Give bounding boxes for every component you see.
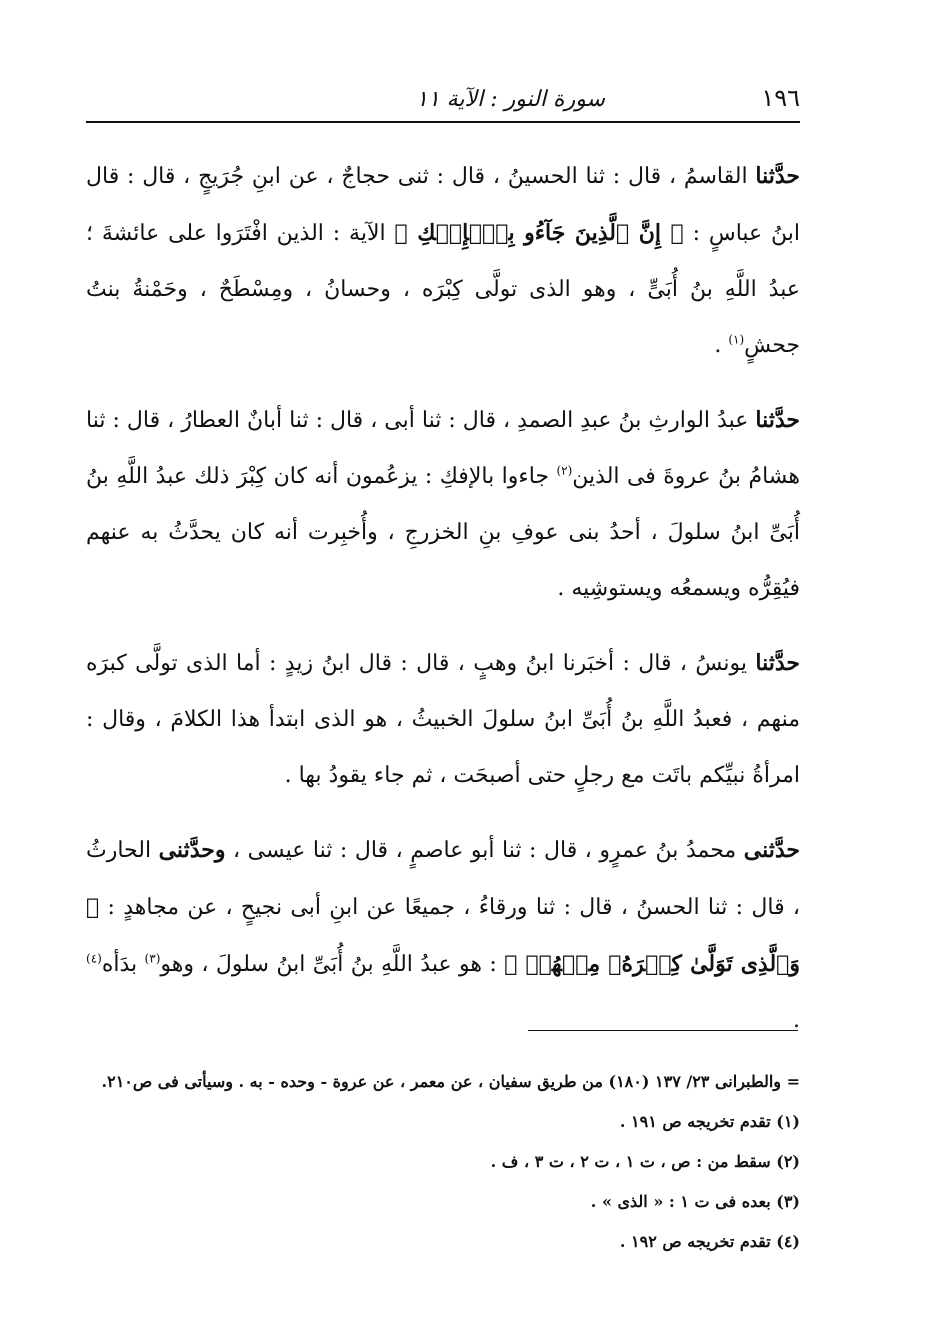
- paragraph-1: [86, 148, 800, 374]
- page-header: [86, 72, 800, 112]
- main-text: [86, 148, 800, 1067]
- paragraph-text: الحارثُ ، قال : ثنا الحسنُ ، قال : ثنا ورقاءُ ، جميعًا عن ابنِ أبى نجيحٍ ، عن مجاهدٍ :: [86, 838, 800, 920]
- header-rule: [86, 121, 800, 123]
- paragraph-text: الآية : الذين افْتَرَوا على عائشةَ ؛ عبدُ اللَّهِ بنُ أُبَىٍّ ، وهو الذى تولَّى كِبْرَه ، وحسانُ ، ومِسْطَحٌ ، وحَمْنةُ بنتُ جحشٍ: [86, 221, 800, 358]
- footnote-2: (٢) سقط من : ص ، ت ١ ، ت ٢ ، ت ٣ ، ف .: [490, 1152, 800, 1171]
- paragraph-lead: حدَّثنى: [743, 837, 800, 863]
- footnote-ref: (١): [728, 332, 745, 347]
- footnotes: [86, 1062, 800, 1262]
- paragraph-text: عبدُ الوارثِ بنُ عبدِ الصمدِ ، قال : ثنا أبى ، قال : ثنا أبانٌ العطارُ ، قال : ثنا هشامُ بنُ عروةَ فى الذين: [86, 408, 800, 489]
- paragraph-text: : هو عبدُ اللَّهِ بنُ أُبَىِّ ابنُ سلولَ ، وهو: [160, 952, 505, 977]
- paragraph-text: القاسمُ ، قال : ثنا الحسينُ ، قال : ثنى حجاجٌ ، عن ابنِ جُرَيجٍ ، قال : قال ابنُ عباسٍ :: [86, 164, 800, 246]
- paragraph-2: [86, 392, 800, 617]
- footnote-ref: (٣): [144, 951, 161, 966]
- running-title: سورة النور : الآية ١١: [416, 87, 605, 112]
- paragraph-text: .: [714, 333, 729, 358]
- paragraph-text: .: [793, 1008, 800, 1033]
- paragraph-4: [86, 822, 800, 1049]
- paragraph-lead-2: وحدَّثنى: [158, 837, 226, 863]
- footnote-rule: [528, 1030, 798, 1031]
- paragraph-lead: حدَّثنا: [755, 407, 800, 433]
- paragraph-lead: حدَّثنا: [755, 163, 800, 189]
- paragraph-3: [86, 635, 800, 804]
- paragraph-text: محمدُ بنُ عمرٍو ، قال : ثنا أبو عاصمٍ ، قال : ثنا عيسى ،: [225, 838, 744, 863]
- footnote-4: (٤) تقدم تخريجه ص ١٩٢ .: [619, 1232, 800, 1251]
- paragraph-text: جاءوا بالإفكِ : يزعُمون أنه كان كِبْرَ ذلك عبدُ اللَّهِ بنُ أُبَىِّ ابنُ سلولَ ، أحدُ بنى عوفِ بنِ الخزرجِ ، وأُخبِرت أنه كان يحدَّثُ به عنهم فيُقِرُّه ويسمعُه ويستوشِيه .: [86, 464, 800, 601]
- quran-quote: ﴿ إِنَّ ٱلَّذِينَ جَآءُو بِٱلۡإِفۡكِ ﴾: [394, 220, 684, 246]
- footnote-continuation: = والطبرانى ٢٣/ ١٣٧ (١٨٠) من طريق سفيان ، عن معمر ، عن عروة - وحده - به . وسيأتى فى ص٢١٠.: [101, 1072, 800, 1091]
- footnote-1: (١) تقدم تخريجه ص ١٩١ .: [619, 1112, 800, 1131]
- footnote-ref: (٤): [86, 951, 102, 966]
- paragraph-text: بدَأه: [101, 952, 145, 977]
- paragraph-lead: حدَّثنا: [755, 650, 800, 676]
- page-number: ١٩٦: [761, 84, 800, 112]
- quran-quote: ﴿ وَٱلَّذِى تَوَلَّىٰ كِبۡرَهُۥ مِنۡهُمۡ ﴾: [86, 894, 800, 977]
- footnote-ref: (٢): [556, 463, 573, 478]
- footnote-3: (٣) بعده فى ت ١ : « الذى » .: [590, 1192, 800, 1211]
- paragraph-text: يونسُ ، قال : أخبَرنا ابنُ وهبٍ ، قال : قال ابنُ زيدٍ : أما الذى تولَّى كبرَه منهم ، فعبدُ اللَّهِ بنُ أُبَىِّ ابنُ سلولَ الخبيثُ ، هو الذى ابتدأ هذا الكلامَ ، وقال : امرأةُ نبيِّكم باتَت مع رجلٍ حتى أصبحَت ، ثم جاء يقودُ بها .: [86, 651, 800, 788]
